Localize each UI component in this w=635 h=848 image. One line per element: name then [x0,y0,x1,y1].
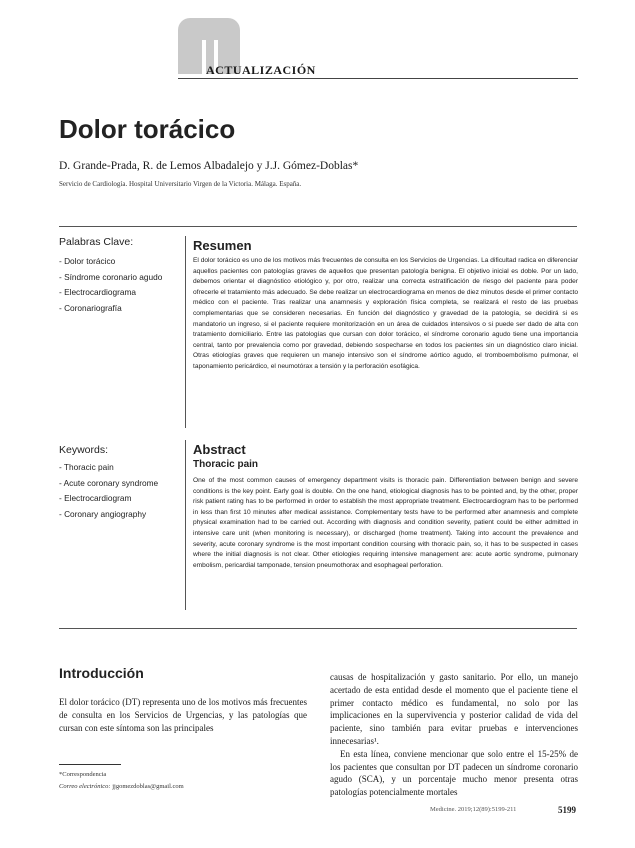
section-rule-bottom [59,628,577,629]
footnote [59,769,184,793]
paragraph: En esta línea, conviene mencionar que solo entre el 15-25% de los pacientes que consultan por DT padecen un síndrome coronario agudo (SCA), y un porcentaje mucho menor presenta otras patologías potencialmente mortales [330,748,578,798]
palabras-clave-heading: Palabras Clave: [59,236,134,248]
resumen-heading: Resumen [193,238,252,253]
resumen-divider [185,236,186,428]
introduccion-left-column [59,696,307,734]
list-item: - Coronariografía [59,302,122,313]
section-label: ACTUALIZACIÓN [206,63,316,77]
footnote-rule [59,764,121,765]
keywords-heading: Keywords: [59,444,109,456]
correspondence-label: *Correspondencia [59,771,107,778]
abstract-subheading: Thoracic pain [193,459,259,470]
paragraph: El dolor torácico (DT) representa uno de los motivos más frecuentes de consulta en los Servicios de Urgencias, y las patologías que cursan con este síntoma son las principales [59,697,307,733]
abstract-divider [185,440,186,610]
article-title: Dolor torácico [59,114,236,144]
introduccion-right-column [330,671,578,799]
article-affiliation: Servicio de Cardiología. Hospital Universitario Virgen de la Victoria. Málaga. España. [59,180,302,188]
list-item: - Dolor torácico [59,256,116,266]
resumen-text: El dolor torácico es uno de los motivos más frecuentes de consulta en los Servicios de Urgencias. La dificultad radica en diferenciar aquellos pacientes con patologías graves de aquellos que presentan patología benigna. El objetivo inicial es doble. Por un lado, debemos orientar el diagnóstico etiológico y, por otro, realizar una correcta estratificación de riesgo del paciente para poder ofrecerle el tratamiento más adecuado. Se debe realizar un electrocardiograma en menos de diez minutos desde el primer contacto médico con el paciente. Tras realizar una anamnesis y exploración física completa, se realizará el resto de las pruebas complementarias que se consideren necesarias. En función del diagnóstico y gravedad de la patología, se decidirá si es mandatorio un ingreso, si el paciente requiere monitorización en un área de cuidados intensivos o si puede ser dado de alta con tratamiento domiciliario. Entre las patologías que cursan con dolor torácico, el síndrome coronario agudo tiene una importancia central, tanto por prevalencia como por gravedad, debiendo sospecharse en todos los pacientes sin un diagnóstico claro inicial. Otras etiologías graves que requieren un manejo intensivo son el síndrome aórtico agudo, el tromboembolismo pulmonar, el taponamiento pericárdico, el neumotórax a tensión y la perforación esofágica. [193,257,578,370]
paragraph: causas de hospitalización y gasto sanitario. Por ello, un manejo acertado de esta entidad desde el momento que el paciente tiene el primer contacto médico es fundamental, no solo por las implicaciones en la supervivencia y posterior calidad de vida del paciente, sino también para evitar pruebas e intervenciones innecesarias¹. [330,672,578,746]
list-item: - Acute coronary syndrome [59,477,159,488]
header-rule [178,78,578,79]
abstract-text: One of the most common causes of emergency department visits is thoracic pain. Differentiation between benign and severe conditions is the key point. Early goal is double. On the one hand, etiological diagnosis has to be pointed and, by the other, proper risk patient rating has to be performed in order to establish the most appropriate treatment. Electrocardiogram has to be performed in less than first 10 minutes after medical assistance. Complementary tests have to be performed after anamnesis and complete physical examination had to be carried out. According with diagnosis and condition severity, patient could be either admitted in intensive care unit (when monitoring is necessary), or discharged (home treatment). Taking into account the prevalence and severity, acute coronary syndrome is the most important condition coursing with thoracic pain, so, it has to be suspected in cases where the initial diagnosis is not clear. Other etiologies requiring intensive management are: acute aortic syndrome, pulmonary embolism, pericardial tamponade, tension pneumothorax and esophageal perforation. [193,477,578,569]
list-item: - Electrocardiogram [59,493,132,503]
email-link[interactable]: jjgomezdoblas@gmail.com [112,783,184,790]
introduccion-heading: Introducción [59,665,144,681]
page-number: 5199 [558,805,576,815]
palabras-clave-list [59,254,162,316]
list-item: - Thoracic pain [59,462,114,472]
section-rule-top [59,226,577,227]
list-item: - Síndrome coronario agudo [59,271,163,282]
article-authors: D. Grande-Prada, R. de Lemos Albadalejo y J.J. Gómez-Doblas* [59,160,359,172]
abstract-heading: Abstract [193,442,246,457]
list-item: - Coronary angiography [59,508,147,519]
keywords-list [59,460,158,522]
journal-citation: Medicine. 2019;12(89):5199-211 [430,806,517,813]
email-label: Correo electrónico: [59,783,111,790]
list-item: - Electrocardiograma [59,287,137,297]
